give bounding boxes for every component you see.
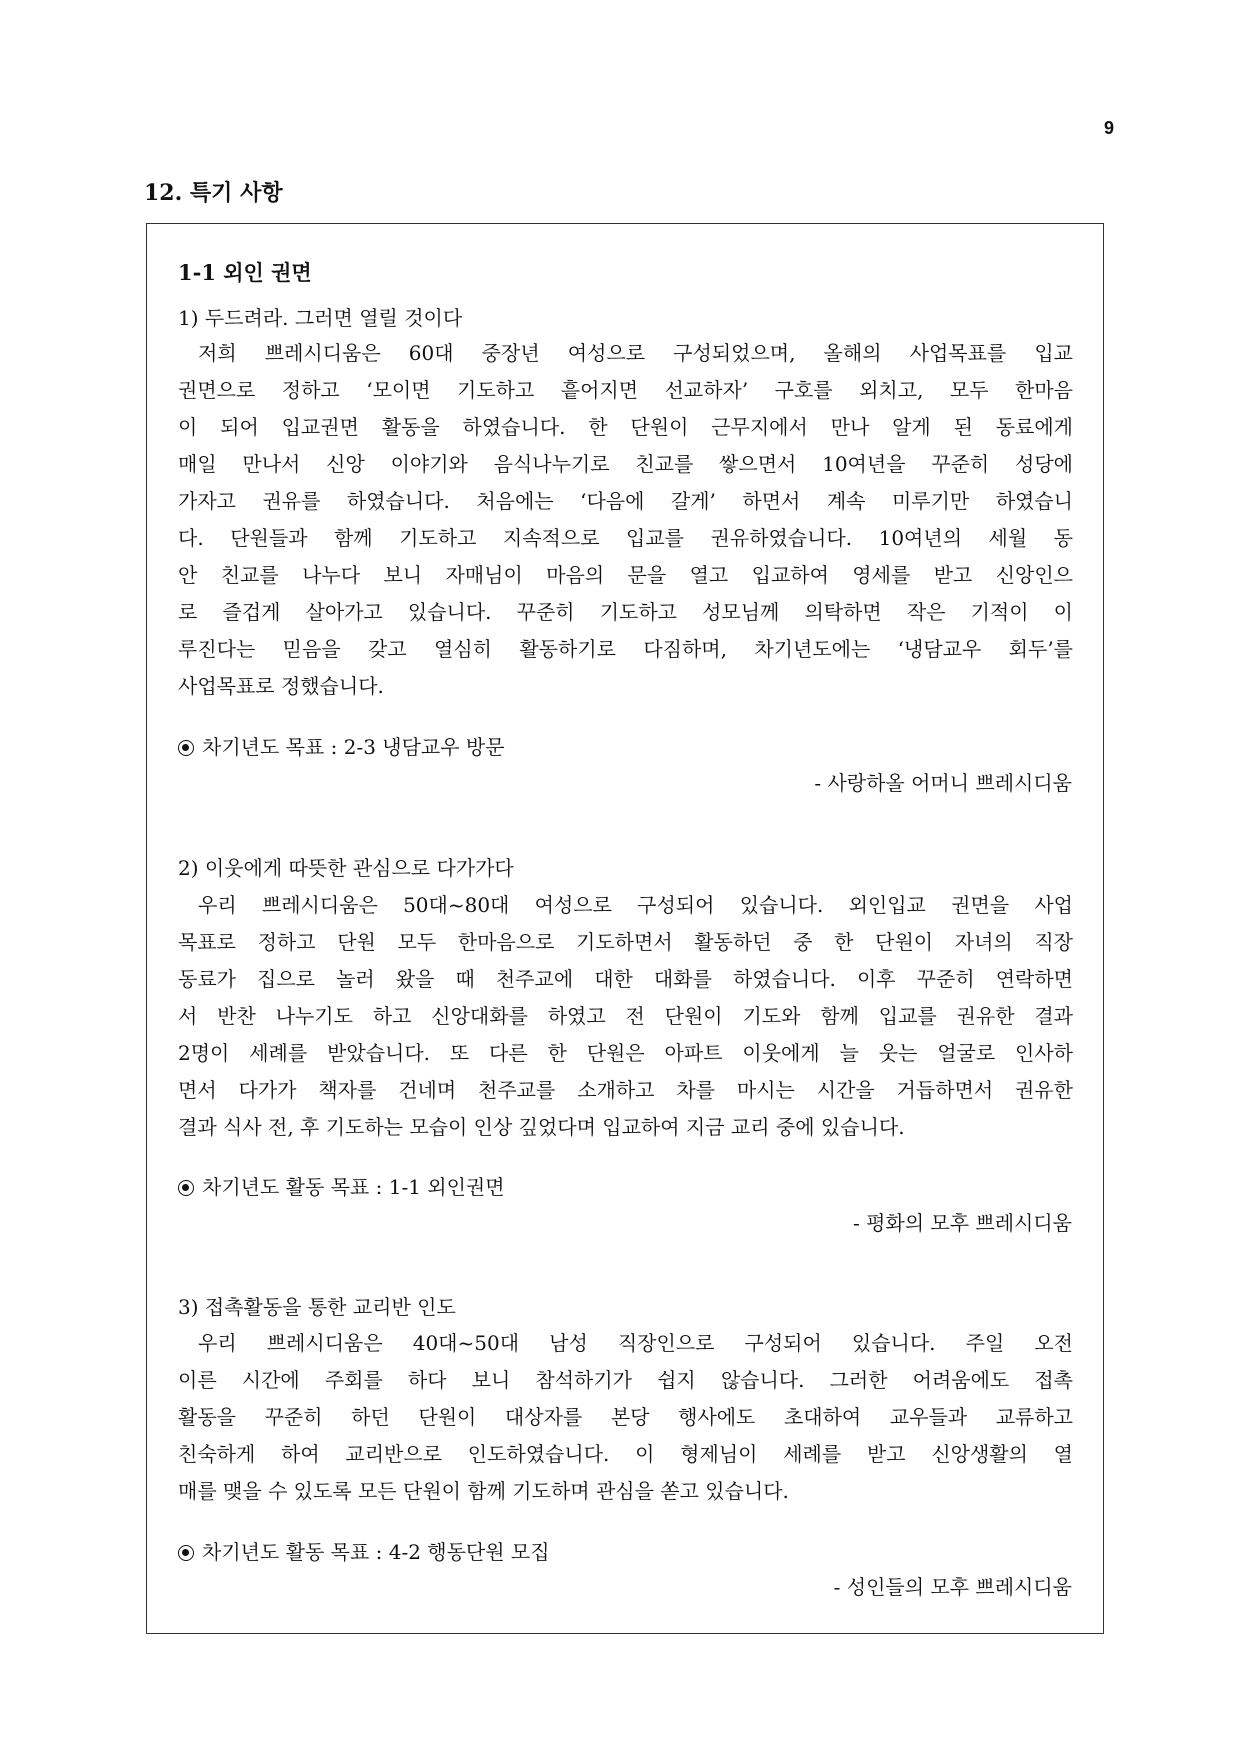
item-title: 1) 두드려라. 그러면 열릴 것이다	[178, 306, 463, 330]
goal-text: 차기년도 활동 목표 : 4-2 행동단원 모집	[202, 1540, 550, 1564]
next-year-goal	[178, 1534, 550, 1570]
paragraph-line: 권면으로 정하고 ‘모이면 기도하고 흩어지면 선교하자’ 구호를 외치고, 모두 한마음	[178, 378, 1073, 402]
paragraph-line: 루진다는 믿음을 갖고 열심히 활동하기로 다짐하며, 차기년도에는 ‘냉담교우 회두’를	[178, 637, 1073, 661]
paragraph-line: 다. 단원들과 함께 기도하고 지속적으로 입교를 권유하였습니다. 10여년의 세월 동	[178, 526, 1073, 550]
paragraph-line: 가자고 권유를 하였습니다. 처음에는 ‘다음에 갈게’ 하면서 계속 미루기만 하였습니	[178, 489, 1073, 513]
item-title: 2) 이웃에게 따뜻한 관심으로 다가가다	[178, 856, 514, 880]
paragraph-line: 동료가 집으로 놀러 왔을 때 천주교에 대한 대화를 하였습니다. 이후 꾸준히 연락하면	[178, 967, 1073, 991]
paragraph-line: 로 즐겁게 살아가고 있습니다. 꾸준히 기도하고 성모님께 의탁하면 작은 기적이 이	[178, 600, 1073, 624]
fisheye-bullet-icon	[178, 740, 194, 756]
goal-text: 차기년도 목표 : 2-3 냉담교우 방문	[202, 735, 505, 759]
item-paragraph	[178, 887, 1073, 1146]
paragraph-line: 이 되어 입교권면 활동을 하였습니다. 한 단원이 근무지에서 만나 알게 된 동료에게	[178, 415, 1073, 439]
paragraph-line: 목표로 정하고 단원 모두 한마음으로 기도하면서 활동하던 중 한 단원이 자녀의 직장	[178, 930, 1073, 954]
item-paragraph	[178, 335, 1073, 705]
fisheye-bullet-icon	[178, 1180, 194, 1196]
box-heading: 1-1 외인 권면	[178, 260, 312, 285]
next-year-goal	[178, 1169, 505, 1205]
paragraph-line: 서 반찬 나누기도 하고 신앙대화를 하였고 전 단원이 기도와 함께 입교를 권유한 결과	[178, 1004, 1073, 1028]
signature: - 사랑하올 어머니 쁘레시디움	[814, 771, 1072, 795]
paragraph-line: 결과 식사 전, 후 기도하는 모습이 인상 깊었다며 입교하여 지금 교리 중에 있습니다.	[178, 1115, 905, 1139]
goal-text: 차기년도 활동 목표 : 1-1 외인권면	[202, 1175, 505, 1199]
paragraph-line: 2명이 세례를 받았습니다. 또 다른 한 단원은 아파트 이웃에게 늘 웃는 얼굴로 인사하	[178, 1041, 1073, 1065]
paragraph-line: 이른 시간에 주회를 하다 보니 참석하기가 쉽지 않습니다. 그러한 어려움에도 접촉	[178, 1368, 1073, 1392]
paragraph-line: 우리 쁘레시디움은 40대~50대 남성 직장인으로 구성되어 있습니다. 주일 오전	[198, 1331, 1073, 1355]
paragraph-line: 매일 만나서 신앙 이야기와 음식나누기로 친교를 쌓으면서 10여년을 꾸준히 성당에	[178, 452, 1073, 476]
item-paragraph	[178, 1325, 1073, 1510]
paragraph-line: 친숙하게 하여 교리반으로 인도하였습니다. 이 형제님이 세례를 받고 신앙생활의 열	[178, 1442, 1073, 1466]
next-year-goal	[178, 729, 505, 765]
signature: - 성인들의 모후 쁘레시디움	[833, 1575, 1072, 1599]
paragraph-line: 저희 쁘레시디움은 60대 중장년 여성으로 구성되었으며, 올해의 사업목표를 입교	[198, 341, 1073, 365]
section-title: 12. 특기 사항	[144, 180, 283, 206]
paragraph-line: 안 친교를 나누다 보니 자매님이 마음의 문을 열고 입교하여 영세를 받고 신앙인으	[178, 563, 1073, 587]
paragraph-line: 면서 다가가 책자를 건네며 천주교를 소개하고 차를 마시는 시간을 거듭하면서 권유한	[178, 1078, 1073, 1102]
fisheye-bullet-icon	[178, 1545, 194, 1561]
paragraph-line: 우리 쁘레시디움은 50대~80대 여성으로 구성되어 있습니다. 외인입교 권면을 사업	[198, 893, 1073, 917]
page-number: 9	[1103, 118, 1114, 138]
item-title: 3) 접촉활동을 통한 교리반 인도	[178, 1295, 456, 1319]
paragraph-line: 매를 맺을 수 있도록 모든 단원이 함께 기도하며 관심을 쏟고 있습니다.	[178, 1479, 789, 1503]
paragraph-line: 사업목표로 정했습니다.	[178, 674, 384, 698]
paragraph-line: 활동을 꾸준히 하던 단원이 대상자를 본당 행사에도 초대하여 교우들과 교류하고	[178, 1405, 1073, 1429]
signature: - 평화의 모후 쁘레시디움	[852, 1211, 1072, 1235]
